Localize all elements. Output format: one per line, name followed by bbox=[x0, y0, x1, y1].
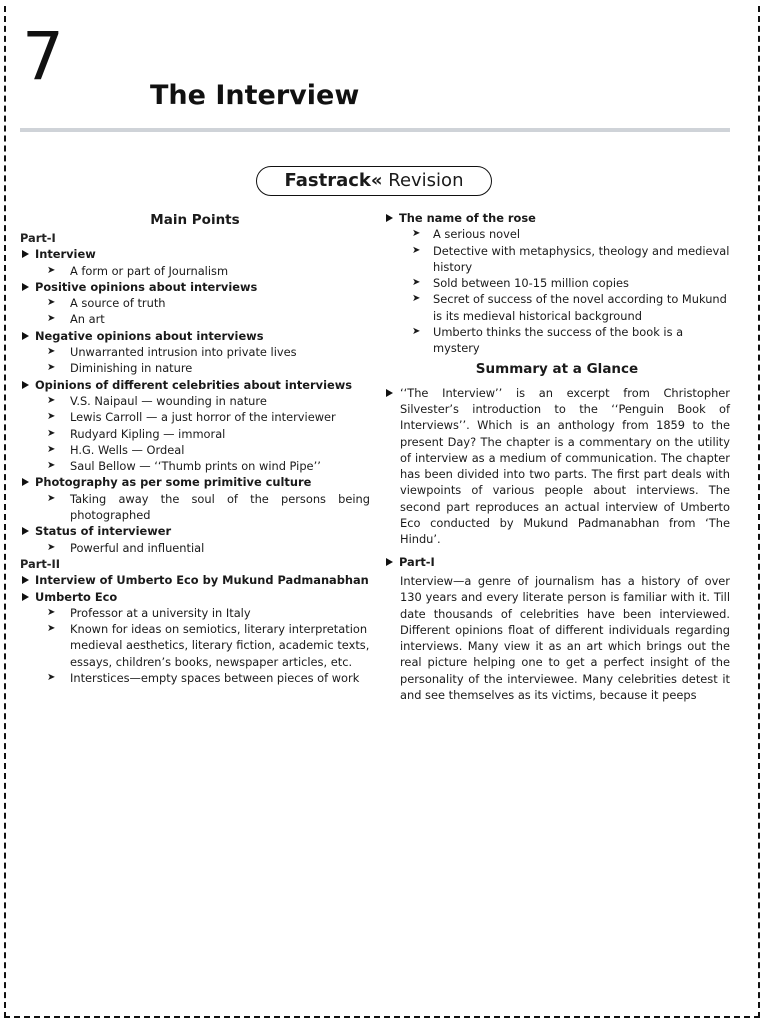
sub-item: ➤ Sold between 10-15 million copies bbox=[384, 275, 730, 291]
sub-item: ➤ Rudyard Kipling — immoral bbox=[20, 426, 370, 442]
topic-item: Opinions of different celebrities about interviews bbox=[20, 377, 370, 393]
topic-item: Negative opinions about interviews bbox=[20, 328, 370, 344]
part1-paragraph: Interview—a genre of journalism has a history of over 130 years and every literate person is familiar with it. Till date thousands of celebrities have been interviewed. Different opinions float of different individuals regarding interviews. Many view it as an art which brings out the real picture helping one to get a perfect insight of the personality of the interviewee. Many celebrities detest it and see themselves as its victims, because it peeps bbox=[400, 573, 730, 703]
part-label: Part-I bbox=[20, 231, 56, 245]
sub-item: ➤ Unwarranted intrusion into private lives bbox=[20, 344, 370, 360]
sub-item: ➤ Powerful and influential bbox=[20, 540, 370, 556]
sub-item: ➤ H.G. Wells — Ordeal bbox=[20, 442, 370, 458]
title-divider bbox=[20, 128, 730, 132]
part-label: Part-II bbox=[20, 556, 60, 571]
topic-item: Interview bbox=[20, 246, 370, 262]
badge-label: Revision bbox=[388, 170, 464, 191]
sub-item: ➤ Detective with metaphysics, theology and medieval history bbox=[384, 243, 730, 276]
sub-item: ➤ Known for ideas on semiotics, literary interpretation medieval aesthetics, literary fiction, academic texts, essays, children’s books, newspaper articles, etc. bbox=[20, 621, 370, 670]
summary-intro: ‘‘The Interview’’ is an excerpt from Christopher Silvester’s introduction to the ‘‘Penguin Book of Interviews’’. Which is an anthology from 1859 to the present Day? The chapter is a commentary on the utility of interview as a medium of communication. The chapter has been divided into two parts. The first part deals with viewpoints of various people about interviews. The second part reproduces an actual interview of Umberto Eco conducted by Mukund Padmanabhan from ‘The Hindu’. bbox=[384, 385, 730, 548]
revision-badge bbox=[256, 166, 492, 196]
sub-item: ➤ Taking away the soul of the persons being photographed bbox=[20, 491, 370, 524]
sub-item: ➤ Umberto thinks the success of the book is a mystery bbox=[384, 324, 730, 357]
topic-item: Umberto Eco bbox=[20, 589, 370, 605]
sub-item: ➤ Saul Bellow — ‘‘Thumb prints on wind Pipe’’ bbox=[20, 458, 370, 474]
topic-item: The name of the rose bbox=[384, 210, 730, 226]
chapter-number: 7 bbox=[22, 18, 64, 95]
sub-item: ➤ Diminishing in nature bbox=[20, 360, 370, 376]
brand-name: Fastrack bbox=[284, 170, 371, 191]
summary-heading: Summary at a Glance bbox=[475, 360, 639, 377]
sub-item: ➤ A source of truth bbox=[20, 295, 370, 311]
summary-column bbox=[384, 210, 730, 703]
topic-item: Photography as per some primitive culture bbox=[20, 474, 370, 490]
sub-item: ➤ Professor at a university in Italy bbox=[20, 605, 370, 621]
sub-item: ➤ A form or part of Journalism bbox=[20, 263, 370, 279]
sub-item: ➤ An art bbox=[20, 311, 370, 327]
main-points-column bbox=[20, 210, 370, 686]
topic-item: Part-I bbox=[384, 554, 730, 570]
sub-item: ➤ Lewis Carroll — a just horror of the interviewer bbox=[20, 409, 370, 425]
topic-item: Status of interviewer bbox=[20, 523, 370, 539]
chapter-title: The Interview bbox=[150, 80, 360, 111]
main-points-heading: Main Points bbox=[150, 212, 240, 228]
topic-item: Interview of Umberto Eco by Mukund Padmanabhan bbox=[20, 572, 370, 588]
sub-item: ➤ A serious novel bbox=[384, 226, 730, 242]
sub-item: ➤ V.S. Naipaul — wounding in nature bbox=[20, 393, 370, 409]
brand-mark-icon: « bbox=[370, 170, 383, 191]
topic-item: Positive opinions about interviews bbox=[20, 279, 370, 295]
sub-item: ➤ Interstices—empty spaces between pieces of work bbox=[20, 670, 370, 686]
sub-item: ➤ Secret of success of the novel according to Mukund is its medieval historical background bbox=[384, 291, 730, 324]
